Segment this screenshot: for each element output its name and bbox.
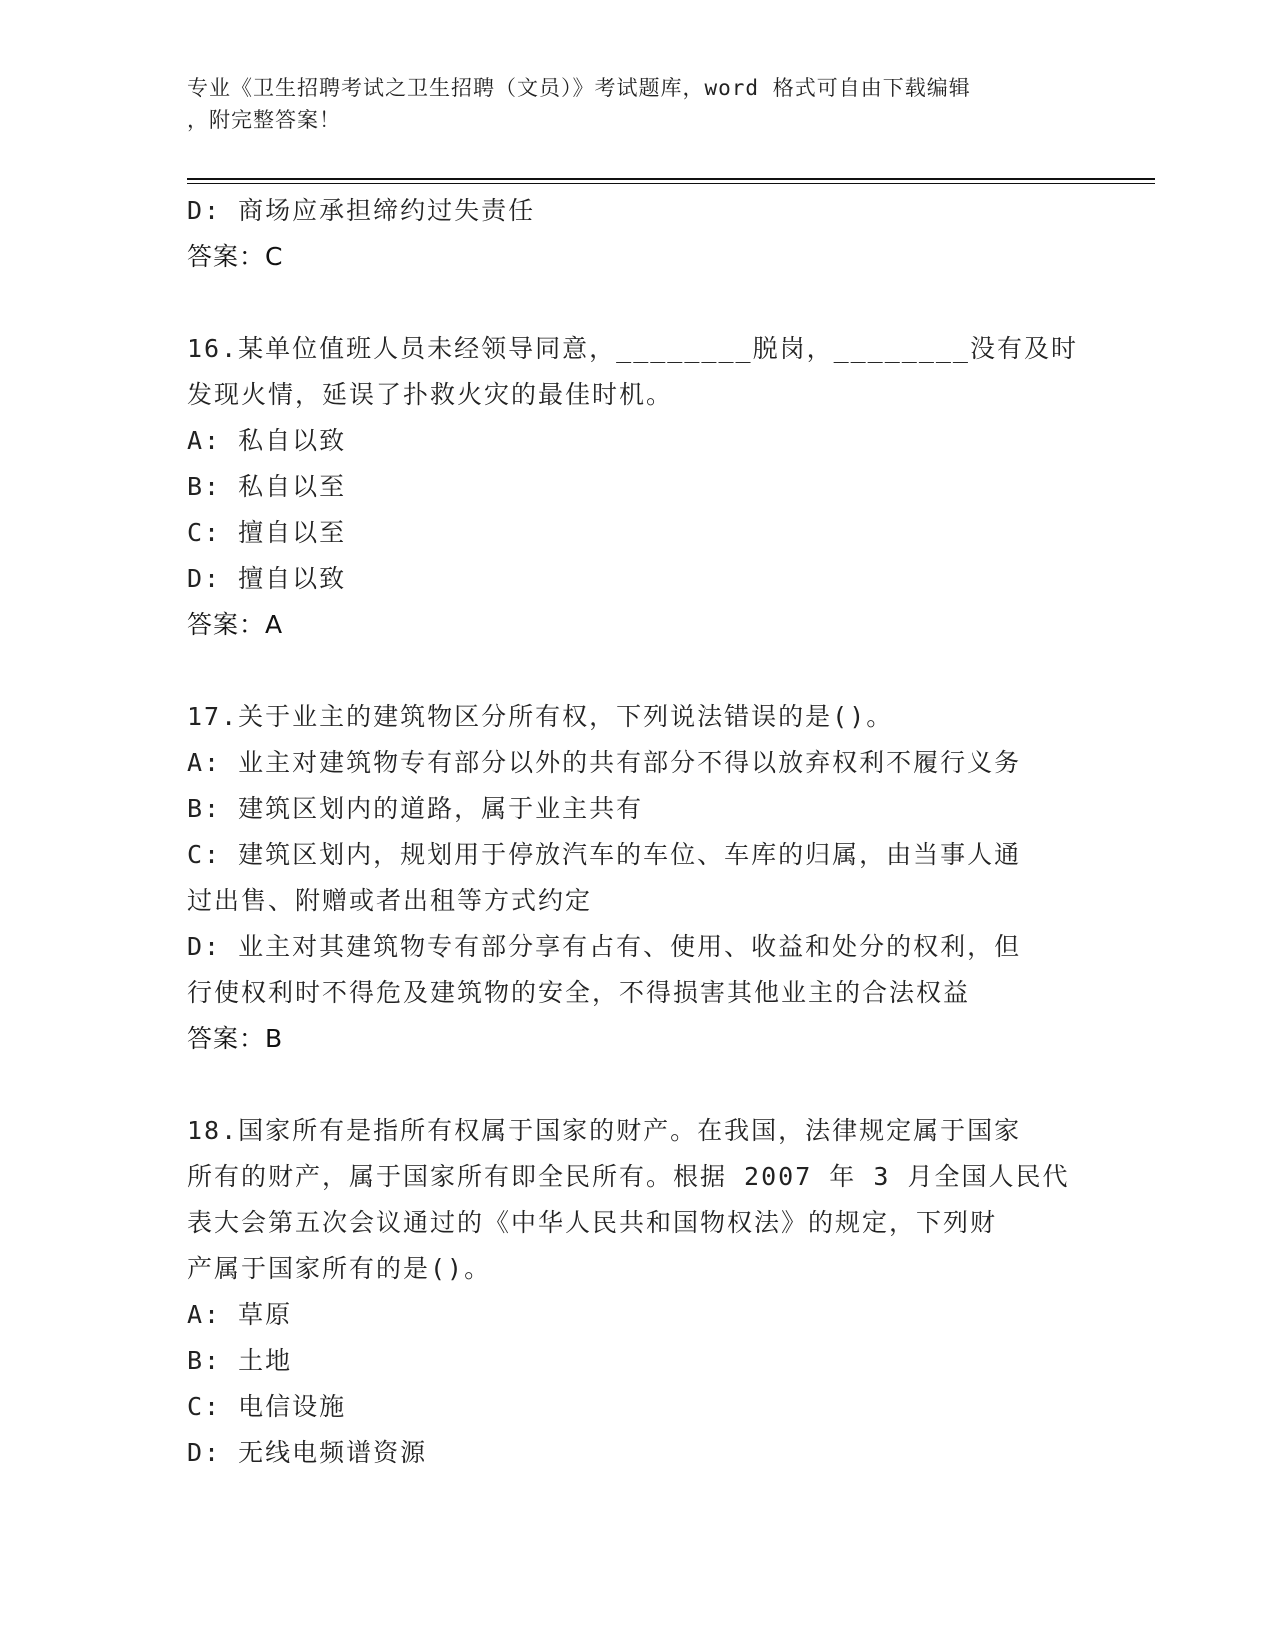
answer: 答案：C xyxy=(187,242,284,271)
answer: 答案：A xyxy=(187,610,284,639)
option-c: C: 电信设施 xyxy=(187,1392,347,1421)
header-line-1: 专业《卫生招聘考试之卫生招聘（文员）》考试题库，word 格式可自由下载编辑 xyxy=(187,76,971,100)
option-d: D: 商场应承担缔约过失责任 xyxy=(187,196,536,225)
question-stem-line: 发现火情，延误了扑救火灾的最佳时机。 xyxy=(187,380,674,409)
question-content xyxy=(187,188,1087,1476)
question-18 xyxy=(187,1108,1087,1476)
spacer xyxy=(187,1062,1087,1108)
question-16 xyxy=(187,326,1087,648)
option-d-continued: 行使权利时不得危及建筑物的安全，不得损害其他业主的合法权益 xyxy=(187,978,971,1007)
header-divider xyxy=(187,178,1155,184)
option-d: D: 无线电频谱资源 xyxy=(187,1438,428,1467)
option-d: D: 擅自以致 xyxy=(187,564,347,593)
option-a: A: 私自以致 xyxy=(187,426,347,455)
question-17 xyxy=(187,694,1087,1062)
answer: 答案：B xyxy=(187,1024,284,1053)
option-b: B: 私自以至 xyxy=(187,472,347,501)
option-d: D: 业主对其建筑物专有部分享有占有、使用、收益和处分的权利，但 xyxy=(187,932,1022,961)
question-stem-line: 17.关于业主的建筑物区分所有权，下列说法错误的是()。 xyxy=(187,702,894,731)
page-header xyxy=(187,72,1087,136)
option-a: A: 业主对建筑物专有部分以外的共有部分不得以放弃权利不履行义务 xyxy=(187,748,1022,777)
question-stem-line: 表大会第五次会议通过的《中华人民共和国物权法》的规定，下列财 xyxy=(187,1208,998,1237)
question-stem-line: 16.某单位值班人员未经领导同意，________脱岗，________没有及时 xyxy=(187,334,1078,363)
header-line-2: ，附完整答案！ xyxy=(187,108,341,132)
spacer xyxy=(187,280,1087,326)
option-b: B: 土地 xyxy=(187,1346,293,1375)
question-stem-line: 产属于国家所有的是()。 xyxy=(187,1254,492,1283)
option-a: A: 草原 xyxy=(187,1300,293,1329)
spacer xyxy=(187,648,1087,694)
question-stem-line: 18.国家所有是指所有权属于国家的财产。在我国，法律规定属于国家 xyxy=(187,1116,1022,1145)
question-15-tail xyxy=(187,188,1087,280)
option-c-continued: 过出售、附赠或者出租等方式约定 xyxy=(187,886,593,915)
option-c: C: 擅自以至 xyxy=(187,518,347,547)
option-c: C: 建筑区划内，规划用于停放汽车的车位、车库的归属，由当事人通 xyxy=(187,840,1022,869)
question-stem-line: 所有的财产，属于国家所有即全民所有。根据 2007 年 3 月全国人民代 xyxy=(187,1162,1070,1191)
option-b: B: 建筑区划内的道路，属于业主共有 xyxy=(187,794,644,823)
